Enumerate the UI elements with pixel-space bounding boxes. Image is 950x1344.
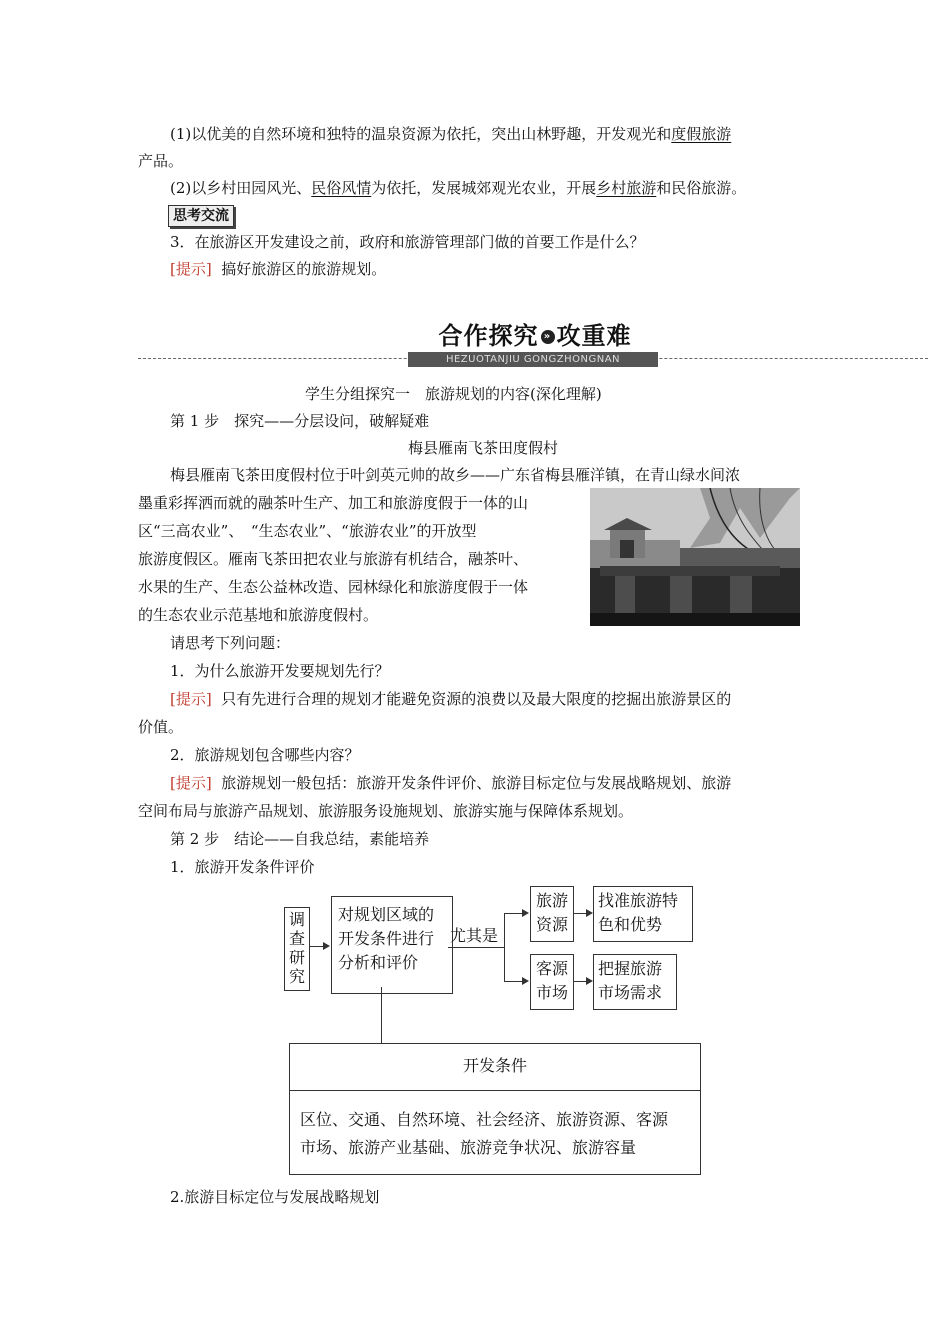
photo-illustration <box>590 488 800 626</box>
line: 市场需求 <box>598 983 663 1002</box>
item-2: 2.旅游目标定位与发展战略规划 <box>170 1188 380 1206</box>
answer-2-line-2: 空间布局与旅游产品规划、旅游服务设施规划、旅游实施与保障体系规划。 <box>138 802 634 820</box>
double-chevron-icon: » <box>541 330 555 344</box>
question-2: 2．旅游规划包含哪些内容？ <box>170 746 360 764</box>
arrow-head <box>522 977 529 985</box>
box-analysis-line-2: 开发条件进行 <box>338 929 435 948</box>
para-2 <box>170 178 746 198</box>
underlined-text: 度假旅游 <box>671 125 732 143</box>
line: 市场 <box>535 983 568 1002</box>
box-market-demand <box>593 954 677 1010</box>
arrow-head <box>586 977 593 985</box>
thinking-exchange-tag: 思考交流 <box>168 205 234 227</box>
case-para-line-1: 梅县雁南飞茶田度假村位于叶剑英元帅的故乡——广东省梅县雁洋镇，在青山绿水间浓 <box>170 466 741 484</box>
branch-vertical <box>504 913 505 981</box>
box-analysis-line-3: 分析和评价 <box>338 953 419 972</box>
box-development-conditions <box>289 1043 701 1175</box>
line: 客源 <box>535 959 568 978</box>
case-para-line-2: 墨重彩挥洒而就的融茶叶生产、加工和旅游度假于一体的山 <box>138 494 529 512</box>
text: 为依托，发展城郊观光农业，开展 <box>371 179 597 197</box>
think-prompt: 请思考下列问题： <box>170 634 291 652</box>
underlined-text: 民俗风情 <box>311 179 372 197</box>
answer-text: 旅游规划一般包括：旅游开发条件评价、旅游目标定位与发展战略规划、旅游 <box>221 774 732 792</box>
case-para-line-3: 区“三高农业”、 “生态农业”、“旅游农业”的开放型 <box>138 522 477 540</box>
banner-title-part-b: 攻重难 <box>556 322 632 350</box>
item-1: 1．旅游开发条件评价 <box>170 858 315 876</box>
underlined-text: 乡村旅游 <box>596 179 657 197</box>
hint-label: [提示] <box>170 260 212 278</box>
line: 色和优势 <box>598 915 663 934</box>
section-heading: 学生分组探究一 旅游规划的内容(深化理解) <box>305 385 602 403</box>
case-title: 梅县雁南飞茶田度假村 <box>408 439 559 457</box>
text: (1)以优美的自然环境和独特的温泉资源为依托，突出山林野趣，开发观光和 <box>170 125 672 143</box>
especially-label: 尤其是 <box>450 926 499 945</box>
question-1: 1．为什么旅游开发要规划先行？ <box>170 662 390 680</box>
question-3: 3．在旅游区开发建设之前，政府和旅游管理部门做的首要工作是什么？ <box>170 233 645 251</box>
para-1-line-1 <box>170 124 731 144</box>
answer-1-line-2: 价值。 <box>138 718 184 736</box>
conditions-divider <box>290 1090 700 1091</box>
village-bridge-photo <box>590 488 800 626</box>
box-analysis <box>331 896 453 994</box>
case-para-line-4: 旅游度假区。雁南飞茶田把农业与旅游有机结合，融茶叶、 <box>138 550 529 568</box>
arrow-head <box>522 909 529 917</box>
banner-title-part-a: 合作探究 <box>438 322 539 350</box>
hint-label: [提示] <box>170 690 212 708</box>
mid-underline <box>448 947 504 948</box>
arrow-head <box>323 942 330 950</box>
case-para-line-6: 的生态农业示范基地和旅游度假村。 <box>138 606 379 624</box>
box-find-features <box>593 886 693 942</box>
box-analysis-line-1: 对规划区域的 <box>338 905 435 924</box>
para-1-line-2: 产品。 <box>138 152 184 170</box>
case-para-line-5: 水果的生产、生态公益林改造、园林绿化和旅游度假于一体 <box>138 578 529 596</box>
box-source-market <box>530 954 574 1010</box>
line: 找准旅游特 <box>598 891 679 910</box>
conditions-line-1: 区位、交通、自然环境、社会经济、旅游资源、客源 <box>300 1110 669 1129</box>
banner-subtitle: HEZUOTANJIU GONGZHONGNAN <box>408 352 658 367</box>
line: 把握旅游 <box>598 959 663 978</box>
step-2: 第 2 步 结论——自我总结，素能培养 <box>170 830 430 848</box>
answer-2-line-1 <box>170 773 731 793</box>
banner-title <box>420 320 650 352</box>
box-tourism-resources <box>530 886 574 942</box>
connector-vertical <box>381 987 382 1043</box>
box-survey-text: 调查研究 <box>288 910 305 986</box>
conditions-title: 开发条件 <box>462 1056 527 1075</box>
step-1: 第 1 步 探究——分层设问，破解疑难 <box>170 412 430 430</box>
branch-top <box>504 913 524 914</box>
line: 旅游 <box>535 891 568 910</box>
text: 和民俗旅游。 <box>656 179 747 197</box>
answer-1-line-1 <box>170 689 731 709</box>
text: (2)以乡村田园风光、 <box>170 179 312 197</box>
arrow-head <box>586 909 593 917</box>
answer-3 <box>170 259 386 279</box>
answer-text: 只有先进行合理的规划才能避免资源的浪费以及最大限度的挖掘出旅游景区的 <box>221 690 732 708</box>
hint-label: [提示] <box>170 774 212 792</box>
box-survey <box>284 907 310 991</box>
answer-text: 搞好旅游区的旅游规划。 <box>221 260 387 278</box>
arrow-line <box>310 946 324 947</box>
branch-bottom <box>504 981 524 982</box>
conditions-line-2: 市场、旅游产业基础、旅游竞争状况、旅游容量 <box>300 1138 637 1157</box>
line: 资源 <box>535 915 568 934</box>
